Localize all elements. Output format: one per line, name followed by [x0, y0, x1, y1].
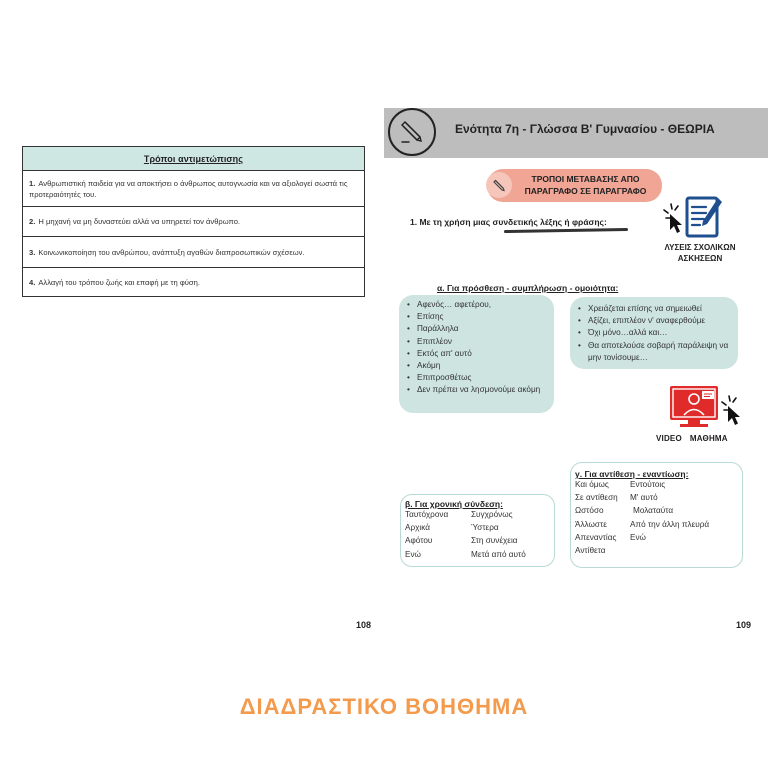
table-header: Τρόποι αντιμετώπισης	[23, 147, 364, 171]
list-item: • Αφενός… αφετέρου,	[405, 299, 548, 311]
list-item: • Όχι μόνο…αλλά και…	[576, 327, 732, 339]
list-a-box	[399, 295, 554, 413]
pencil-icon	[388, 108, 436, 156]
grid-cell: Ύστερα	[471, 523, 499, 533]
list-item: • Χρειάζεται επίσης να σημειωθεί	[576, 303, 732, 315]
grid-cell: Μ' αυτό	[630, 493, 658, 503]
section-v-grid	[405, 509, 550, 561]
grid-cell: Από την άλλη πλευρά	[630, 519, 710, 529]
list-item: • Παράλληλα	[405, 323, 548, 335]
list-item: • Αξίζει, επιπλέον ν' αναφερθούμε	[576, 315, 732, 327]
video-lesson-icon[interactable]	[668, 382, 746, 434]
document-icon[interactable]	[660, 196, 726, 240]
grid-cell: Απεναντίας	[575, 532, 617, 542]
section-g-title: γ. Για αντίθεση - εναντίωση:	[575, 469, 689, 479]
topic-line-2: ΠΑΡΑΓΡΑΦΟ ΣΕ ΠΑΡΑΓΡΑΦΟ	[524, 186, 647, 196]
grid-cell	[630, 545, 738, 557]
row-text: Αλλαγή του τρόπου ζωής και επαφή με τη φύση.	[38, 277, 200, 287]
lyseis-line-2: ΑΣΚΗΣΕΩΝ	[677, 254, 723, 263]
row-text: Ανθρωπιστική παιδεία για να αποκτήσει ο άνθρωπος αυτογνωσία και να αξιολογεί σωστά τις προτεραιότητές του.	[29, 178, 348, 199]
grid-cell: Ταυτόχρονα	[405, 510, 449, 519]
table-row	[23, 207, 364, 237]
page-number-left: 108	[356, 620, 372, 630]
list-item: • Επιπροσθέτως	[405, 372, 548, 384]
grid-cell: Και όμως	[575, 480, 609, 489]
topic-line-1: ΤΡΟΠΟΙ ΜΕΤΑΒΑΣΗΣ ΑΠΟ	[531, 174, 640, 184]
list-item: • Επίσης	[405, 311, 548, 323]
section-1-underline	[504, 228, 628, 233]
row-text: Κοινωνικοποίηση του ανθρώπου, ανάπτυξη αγαθών διαπροσωπικών σχέσεων.	[38, 247, 305, 257]
grid-cell: Αρχικά	[405, 523, 430, 533]
list-item: • Επιπλέον	[405, 336, 548, 348]
section-v-title: β. Για χρονική σύνδεση:	[405, 499, 503, 509]
section-a-title: α. Για πρόσθεση - συμπλήρωση - ομοιότητα:	[437, 283, 619, 293]
grid-cell: Συγχρόνως	[471, 510, 513, 519]
section-g-grid	[575, 479, 738, 557]
lyseis-link[interactable]	[650, 242, 750, 264]
list-item: • Δεν πρέπει να λησμονούμε ακόμη	[405, 384, 548, 396]
grid-cell: Αντίθετα	[575, 546, 606, 556]
grid-cell: Άλλωστε	[575, 519, 607, 529]
list-item: • Εκτός απ' αυτό	[405, 348, 548, 360]
video-lesson-link[interactable]	[656, 434, 728, 443]
row-number: 1.	[29, 178, 36, 188]
topic-pill	[487, 169, 662, 202]
row-number: 4.	[29, 277, 36, 287]
section-g-box	[570, 462, 743, 568]
table-row	[23, 237, 364, 268]
grid-cell: Σε αντίθεση	[575, 493, 618, 503]
grid-cell: Μολαταύτα	[633, 506, 674, 516]
section-1-title: 1. Με τη χρήση μιας συνδετικής λέξης ή φράσης:	[410, 217, 607, 227]
click-cursor-icon	[664, 204, 682, 233]
grid-cell: Μετά από αυτό	[471, 549, 526, 559]
lyseis-line-1: ΛΥΣΕΙΣ ΣΧΟΛΙΚΩΝ	[664, 243, 736, 252]
section-v-box	[400, 494, 555, 567]
page-header	[384, 108, 768, 158]
grid-cell: Εντούτοις	[630, 480, 666, 489]
remedies-table	[22, 146, 365, 297]
video-label-left: VIDEO	[656, 434, 682, 443]
table-row	[23, 268, 364, 296]
row-number: 2.	[29, 217, 36, 226]
list-b-box	[570, 297, 738, 369]
grid-cell: Αφότου	[405, 536, 433, 546]
grid-cell: Ωστόσο	[575, 506, 604, 516]
grid-cell: Ενώ	[405, 549, 421, 559]
row-number: 3.	[29, 247, 36, 257]
list-item: • Ακόμη	[405, 360, 548, 372]
page-number-right: 109	[736, 620, 752, 630]
grid-cell: Ενώ	[630, 532, 646, 542]
topic-pill-text	[513, 173, 658, 197]
list-item: • Θα αποτελούσε σοβαρή παράλειψη να μην τονίσουμε…	[576, 340, 732, 364]
video-label-right: ΜΑΘΗΜΑ	[689, 434, 728, 443]
grid-cell: Στη συνέχεια	[471, 536, 518, 546]
table-row	[23, 171, 364, 207]
header-title: Ενότητα 7η - Γλώσσα Β' Γυμνασίου - ΘΕΩΡΙΑ	[455, 122, 715, 136]
pencil-small-icon	[486, 172, 512, 198]
row-text: Η μηχανή να μη δυναστεύει αλλά να υπηρετεί τον άνθρωπο.	[38, 217, 241, 226]
footer-banner: ΔΙΑΔΡΑΣΤΙΚΟ ΒΟΗΘΗΜΑ	[239, 694, 529, 719]
